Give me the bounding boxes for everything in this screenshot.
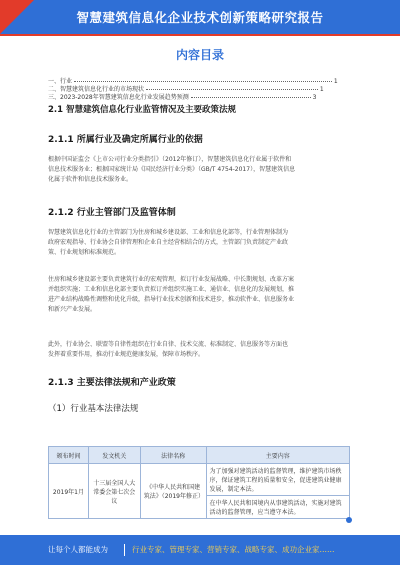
table-cell-date: 2019年1月	[49, 464, 89, 519]
paragraph-line: 和新兴产业发展。	[48, 306, 97, 313]
section-heading: 2.1.3 主要法律法规和产业政策	[48, 378, 176, 388]
section-heading: 2.1 智慧建筑信息化行业监管情况及主要政策法规	[48, 105, 237, 115]
paragraph-line: 并组织实施；工业和信息化部主要负责拟订并组织实施工业、通信业、信息化的发展规划，推	[48, 286, 295, 293]
table-header-cell: 法律名称	[140, 447, 206, 464]
footer-banner	[0, 535, 400, 565]
paragraph-line: 信息技术服务业；根据国家统计局《国民经济行业分类》（GB/T 4754-2017），智慧建筑信息	[48, 166, 296, 173]
toc-item-label: 三、2023-2028年智慧建筑信息化行业发展趋势预测	[48, 94, 189, 101]
table-cell-law: 《中华人民共和国建筑法》（2019年修正）	[140, 464, 206, 519]
page-marker	[346, 517, 352, 523]
toc-item-page: 3	[312, 94, 317, 101]
section-heading: 2.1.1 所属行业及确定所属行业的依据	[48, 135, 203, 145]
toc-leader	[146, 89, 318, 90]
paragraph	[48, 340, 354, 360]
toc-item[interactable]	[48, 92, 352, 101]
table-header-cell: 主要内容	[206, 447, 349, 464]
paragraph	[48, 275, 354, 315]
toc-item-label: 一、行业	[48, 78, 73, 85]
header-banner	[0, 0, 400, 34]
subsection-heading: （1）行业基本法律法规	[48, 404, 139, 414]
section-heading: 2.1.2 行业主管部门及监管体制	[48, 208, 176, 218]
paragraph-line: 住房和城乡建设部主要负责建筑行业的宏观管理，拟订行业发展战略、中长期规划、改革方案	[48, 276, 295, 283]
paragraph-line: 策、行业规划和标准规范。	[48, 249, 121, 256]
toc-item-label: 二、智慧建筑信息化行业的市场现状	[48, 86, 145, 93]
paragraph	[48, 155, 354, 185]
table-cell-content: 为了加强对建筑活动的监督管理，维护建筑市场秩序，保证建筑工程的质量和安全，促进建筑业健康发展，制定本法。	[206, 464, 349, 496]
paragraph	[48, 228, 354, 258]
paragraph-line: 进产业结构战略性调整和优化升级，指导行业技术创新和技术进步，推动软件业、信息服务业	[48, 296, 295, 303]
toc-item-page: 1	[319, 86, 324, 93]
toc-leader	[74, 81, 332, 82]
toc-item-page: 1	[333, 78, 338, 85]
paragraph-line: 智慧建筑信息化行业的主管部门为住房和城乡建设部、工业和信息化部等，行业管理体制为	[48, 229, 289, 236]
toc-leader	[191, 97, 311, 98]
footer-separator	[124, 544, 125, 556]
paragraph-line: 根据中国证监会《上市公司行业分类指引》（2012年修订），智慧建筑信息化行业属于软件和	[48, 156, 292, 163]
table-cell-agency: 十三届全国人大常委会第七次会议	[88, 464, 140, 519]
toc-heading: 内容目录	[175, 48, 224, 62]
report-title: 智慧建筑信息化企业技术创新策略研究报告	[76, 10, 324, 25]
header-divider	[0, 34, 400, 36]
paragraph-line: 化属于软件和信息技术服务业。	[48, 176, 133, 183]
table-cell-content: 在中华人民共和国境内从事建筑活动，实施对建筑活动的监督管理，应当遵守本法。	[206, 496, 349, 519]
paragraph-line: 政府宏观指导、行业协会自律管理和企业自主经营相结合的方式，主管部门负责制定产业政	[48, 239, 289, 246]
footer-roles: 行业专家、管理专家、营销专家、战略专家、成功企业家……	[132, 545, 335, 554]
table-row	[49, 464, 350, 496]
paragraph-line: 此外，行业协会、联盟等自律性组织在行业自律、技术交流、标准制定、信息服务等方面也	[48, 341, 289, 348]
table-header-row	[49, 447, 350, 464]
footer-slogan: 让每个人都能成为	[48, 545, 108, 554]
table-header-cell: 颁布时间	[49, 447, 89, 464]
table-header-cell: 发文机关	[88, 447, 140, 464]
paragraph-line: 发挥着重要作用，推动行业规范健康发展，保障市场秩序。	[48, 351, 205, 358]
laws-table	[48, 446, 350, 519]
